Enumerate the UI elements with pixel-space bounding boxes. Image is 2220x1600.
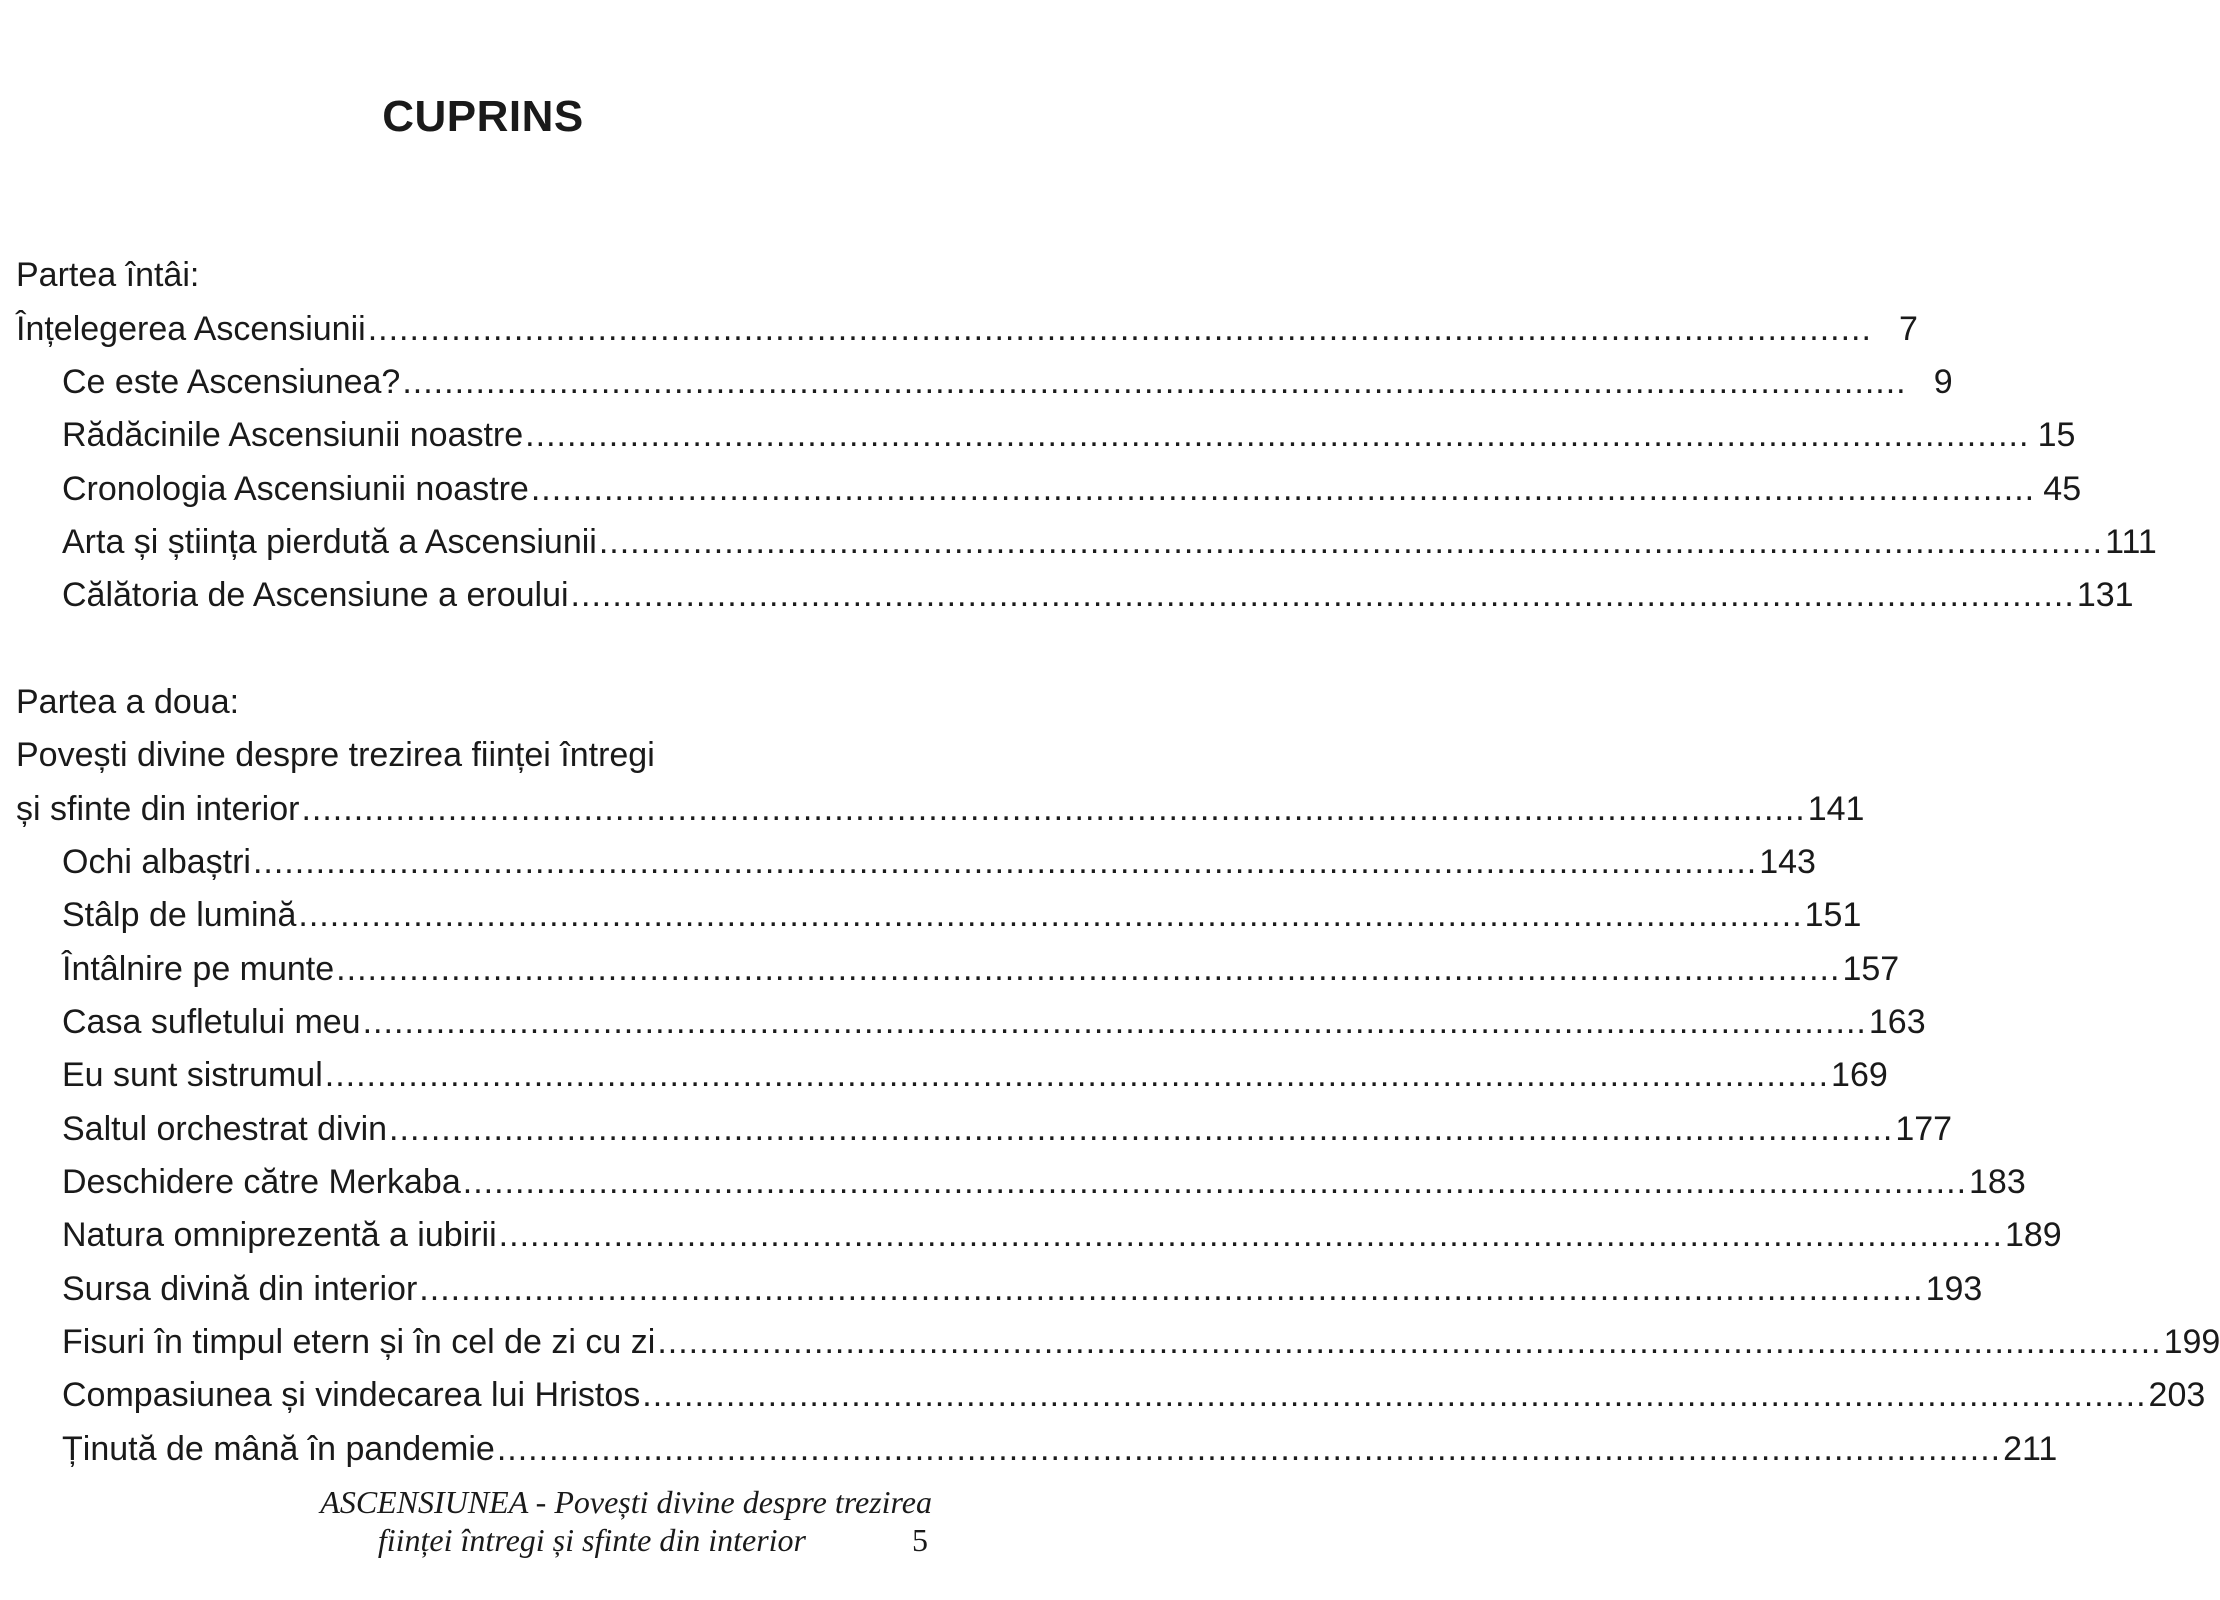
leader-dots: ................................................................................................................................................ [598,523,2104,561]
page-number: 211 [2003,1430,2058,1468]
page-number: 169 [1831,1056,1888,1094]
leader-dots: ................................................................................................................................................ [642,1376,2147,1414]
part-two-heading-line [16,722,655,772]
page-number: 15 [2037,416,2076,454]
toc-entry-label: Sursa divină din interior [62,1270,418,1308]
toc-entry[interactable] [62,402,2076,454]
toc-entry[interactable] [62,509,2157,561]
page-number: 157 [1842,950,1900,988]
page-footer [0,1484,1028,1594]
toc-entry[interactable] [62,1096,1953,1148]
part-two-label-line [16,669,239,719]
page-number: 203 [2148,1376,2206,1414]
leader-dots: ................................................................................................................................................ [336,950,1841,988]
page-number: 9 [1933,363,1953,401]
page-number: 7 [1899,310,1918,348]
page-number: 183 [1969,1163,2026,1201]
part-one-heading: Înțelegerea Ascensiunii [16,310,366,348]
page-number: 45 [2043,470,2082,508]
page-number: 143 [1759,843,1816,881]
toc-entry-label: Ce este Ascensiunea? [62,363,401,401]
leader-dots: ................................................................................................................................................ [530,470,2036,508]
leader-dots: ................................................................................................................................................ [324,1056,1830,1094]
page-number: 189 [2004,1216,2062,1254]
toc-entry-label: Saltul orchestrat divin [62,1110,388,1148]
toc-entry-label: Călătoria de Ascensiune a eroului [62,576,569,614]
folio-page-number: 5 [912,1522,928,1558]
running-title-line2: ființei întregi și sfinte din interior [377,1522,806,1558]
toc-entry[interactable] [62,882,1862,934]
toc-entry[interactable] [62,1042,1888,1094]
toc-entry[interactable] [16,296,1918,348]
toc-entry[interactable] [62,1416,2058,1468]
toc-entry-label: Ținută de mână în pandemie [62,1430,495,1468]
toc-entry-label: Compasiunea și vindecarea lui Hristos [62,1376,641,1414]
leader-dots: ................................................................................................................................................ [496,1430,2002,1468]
toc-entry-label: Arta și știința pierdută a Ascensiunii [62,523,597,561]
page-number: 131 [2076,576,2134,614]
toc-entry-label: Întâlnire pe munte [62,950,335,988]
toc-entry-label: Eu sunt sistrumul [62,1056,323,1094]
page-number: 177 [1895,1110,1953,1148]
part-one-label-line [16,242,199,292]
leader-dots: ................................................................................................................................................ [525,416,2030,454]
toc-entry[interactable] [62,1309,2220,1361]
toc-entry-label: Stâlp de lumină [62,896,297,934]
toc-entry[interactable] [62,1362,2206,1414]
part-one-label: Partea întâi: [16,256,200,294]
toc-entry[interactable] [62,349,1953,401]
toc-entry-label: Ochi albaștri [62,843,251,881]
leader-dots: ................................................................................................................................................ [252,843,1758,881]
toc-entry-label: Rădăcinile Ascensiunii noastre [62,416,524,454]
toc-entry[interactable] [62,936,1900,988]
toc-entry-label: Deschidere către Merkaba [62,1163,461,1201]
toc-entry[interactable] [62,562,2134,614]
leader-dots: ................................................................................................................................................ [298,896,1803,934]
toc-entry-label: Natura omniprezentă a iubirii [62,1216,497,1254]
page-number: 199 [2163,1323,2220,1361]
leader-dots: ................................................................................................................................................ [498,1216,2003,1254]
page-number: 141 [1807,790,1865,828]
page-title: CUPRINS [382,92,584,141]
toc-entry[interactable] [62,1202,2062,1254]
toc-entry-label: Fisuri în timpul etern și în cel de zi cu zi [62,1323,656,1361]
part-two-heading-line2: și sfinte din interior [16,790,300,828]
page-number: 193 [1925,1270,1983,1308]
toc-entry[interactable] [62,829,1816,881]
part-two-heading-line1: Povești divine despre trezirea ființei întregi [16,736,655,774]
leader-dots: ................................................................................................................................................ [462,1163,1968,1201]
leader-dots: ................................................................................................................................................ [570,576,2075,614]
page-number: 111 [2105,523,2157,561]
page-number: 151 [1804,896,1862,934]
toc-entry-label: Casa sufletului meu [62,1003,361,1041]
toc-entry[interactable] [62,456,2082,508]
leader-dots: ................................................................................................................................................ [367,310,1872,348]
running-title-line1: ASCENSIUNEA - Povești divine despre trezirea [320,1484,932,1520]
part-two-label: Partea a doua: [16,683,240,721]
toc-entry[interactable] [16,776,1865,828]
toc-entry[interactable] [62,989,1926,1041]
leader-dots: ................................................................................................................................................ [389,1110,1894,1148]
toc-entry[interactable] [62,1256,1983,1308]
leader-dots: ................................................................................................................................................ [301,790,1806,828]
leader-dots: ................................................................................................................................................ [362,1003,1867,1041]
leader-dots: ................................................................................................................................................ [419,1270,1924,1308]
leader-dots: ................................................................................................................................................ [657,1323,2162,1361]
page-number: 163 [1868,1003,1926,1041]
toc-entry-label: Cronologia Ascensiunii noastre [62,470,529,508]
toc-entry[interactable] [62,1149,2026,1201]
leader-dots: ................................................................................................................................................ [402,363,1907,401]
